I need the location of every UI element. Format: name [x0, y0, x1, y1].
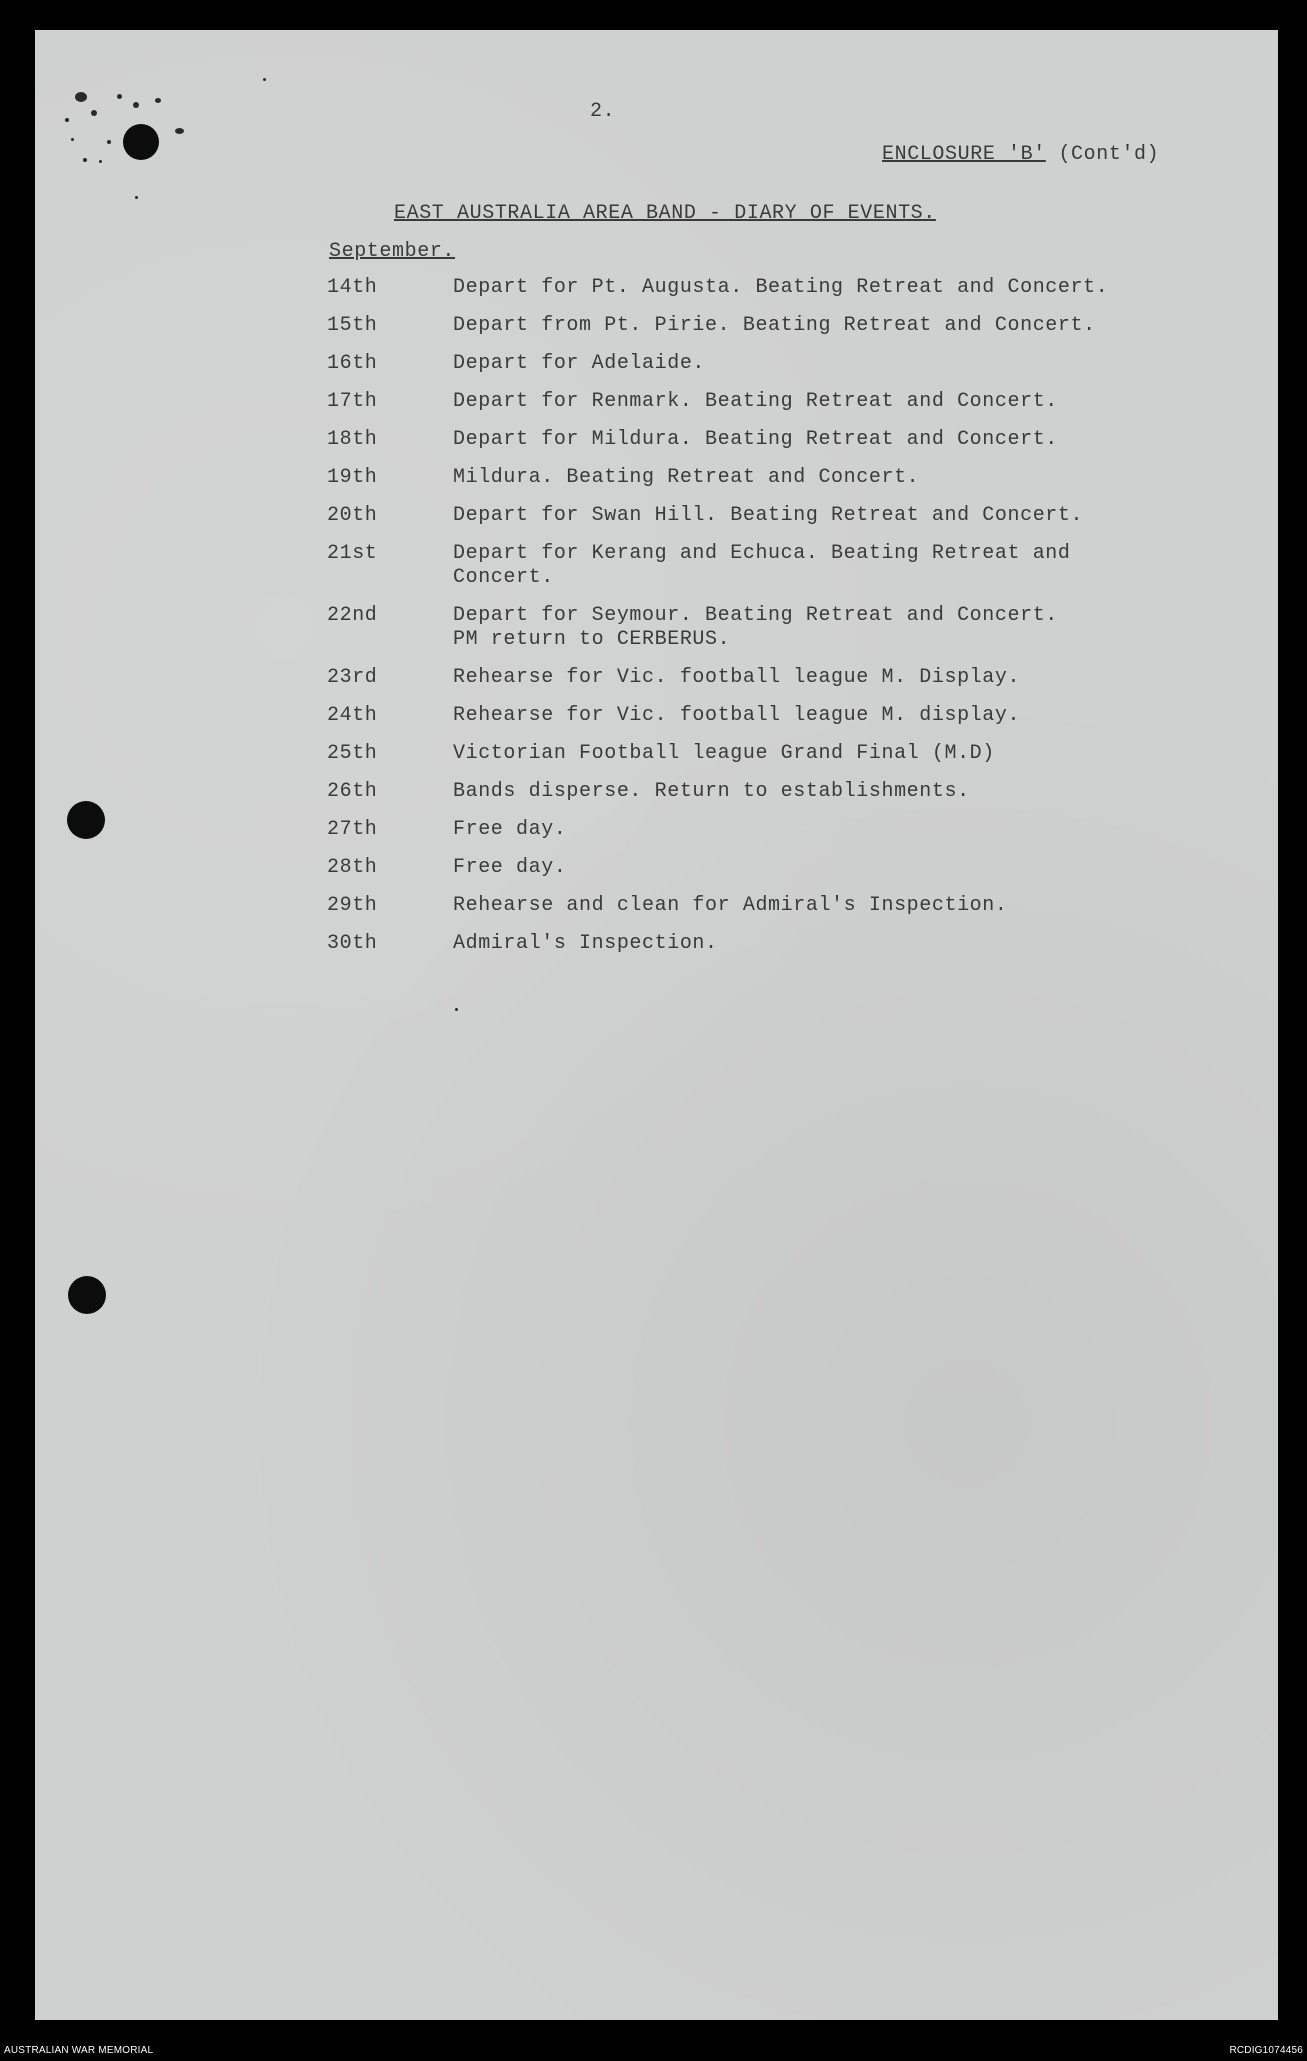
diary-entry	[327, 666, 1167, 690]
entry-event: Depart for Mildura. Beating Retreat and Concert.	[453, 428, 1058, 451]
entry-date: 27th	[327, 818, 378, 841]
enclosure-label: ENCLOSURE 'B'	[882, 143, 1046, 166]
entry-date: 18th	[327, 428, 378, 451]
diary-entry	[327, 504, 1167, 528]
entry-event: Victorian Football league Grand Final (M.D)	[453, 742, 995, 765]
entry-event: Depart for Swan Hill. Beating Retreat and Concert.	[453, 504, 1084, 527]
entry-date: 24th	[327, 704, 378, 727]
paper-speck	[455, 1008, 458, 1011]
document-title: EAST AUSTRALIA AREA BAND - DIARY OF EVENTS.	[394, 202, 936, 225]
diary-entry	[327, 932, 1167, 956]
footer-record-id: RCDIG1074456	[1229, 2045, 1303, 2056]
entry-date: 22nd	[327, 604, 378, 627]
paper-speck	[263, 78, 266, 81]
entry-event: Free day.	[453, 818, 567, 841]
paper-speck	[175, 128, 184, 134]
paper-speck	[155, 98, 161, 103]
paper-speck	[71, 138, 74, 141]
entry-date: 28th	[327, 856, 378, 879]
diary-entry	[327, 466, 1167, 490]
entry-event: Depart for Pt. Augusta. Beating Retreat and Concert.	[453, 276, 1109, 299]
diary-entry	[327, 276, 1167, 300]
footer-archive-name: AUSTRALIAN WAR MEMORIAL	[4, 2045, 154, 2056]
enclosure-heading	[882, 143, 1159, 166]
page-number: 2.	[590, 100, 616, 123]
paper-speck	[133, 102, 139, 108]
diary-entry	[327, 604, 1167, 652]
diary-entry	[327, 818, 1167, 842]
enclosure-suffix: (Cont'd)	[1058, 143, 1160, 166]
diary-entry	[327, 428, 1167, 452]
paper-speck	[65, 118, 69, 122]
entry-event: Rehearse for Vic. football league M. display.	[453, 704, 1021, 727]
paper-speck	[107, 140, 111, 144]
entry-date: 20th	[327, 504, 378, 527]
paper-speck	[83, 158, 87, 162]
paper-speck	[91, 110, 97, 116]
paper-speck	[99, 160, 102, 163]
entry-date: 14th	[327, 276, 378, 299]
entry-date: 19th	[327, 466, 378, 489]
diary-entry	[327, 542, 1167, 590]
entry-event: Admiral's Inspection.	[453, 932, 718, 955]
month-heading: September.	[329, 240, 456, 263]
entry-date: 17th	[327, 390, 378, 413]
entry-event: Mildura. Beating Retreat and Concert.	[453, 466, 920, 489]
paper-speck	[135, 196, 138, 199]
diary-entry	[327, 352, 1167, 376]
diary-entry	[327, 390, 1167, 414]
entry-date: 30th	[327, 932, 378, 955]
entry-date: 16th	[327, 352, 378, 375]
diary-entry	[327, 780, 1167, 804]
punch-hole-bottom	[68, 1276, 106, 1314]
punch-hole-middle	[67, 801, 105, 839]
entry-date: 21st	[327, 542, 378, 565]
entry-event: Rehearse and clean for Admiral's Inspection.	[453, 894, 1008, 917]
entry-date: 26th	[327, 780, 378, 803]
entry-event: Bands disperse. Return to establishments.	[453, 780, 970, 803]
entry-date: 23rd	[327, 666, 378, 689]
diary-entry	[327, 742, 1167, 766]
entry-event: Rehearse for Vic. football league M. Display.	[453, 666, 1021, 689]
entry-event: Depart for Kerang and Echuca. Beating Retreat and Concert.	[453, 542, 1071, 589]
paper-speck	[117, 94, 122, 99]
entry-event: Depart from Pt. Pirie. Beating Retreat and Concert.	[453, 314, 1096, 337]
diary-entry	[327, 314, 1167, 338]
entry-event: Depart for Seymour. Beating Retreat and Concert. PM return to CERBERUS.	[453, 604, 1058, 651]
diary-list	[327, 276, 1167, 970]
entry-event: Depart for Renmark. Beating Retreat and Concert.	[453, 390, 1058, 413]
entry-event: Free day.	[453, 856, 567, 879]
entry-event: Depart for Adelaide.	[453, 352, 706, 375]
diary-entry	[327, 704, 1167, 728]
diary-entry	[327, 856, 1167, 880]
paper-speck	[75, 92, 87, 102]
entry-date: 15th	[327, 314, 378, 337]
diary-entry	[327, 894, 1167, 918]
entry-date: 25th	[327, 742, 378, 765]
entry-date: 29th	[327, 894, 378, 917]
punch-hole-top	[123, 124, 159, 160]
